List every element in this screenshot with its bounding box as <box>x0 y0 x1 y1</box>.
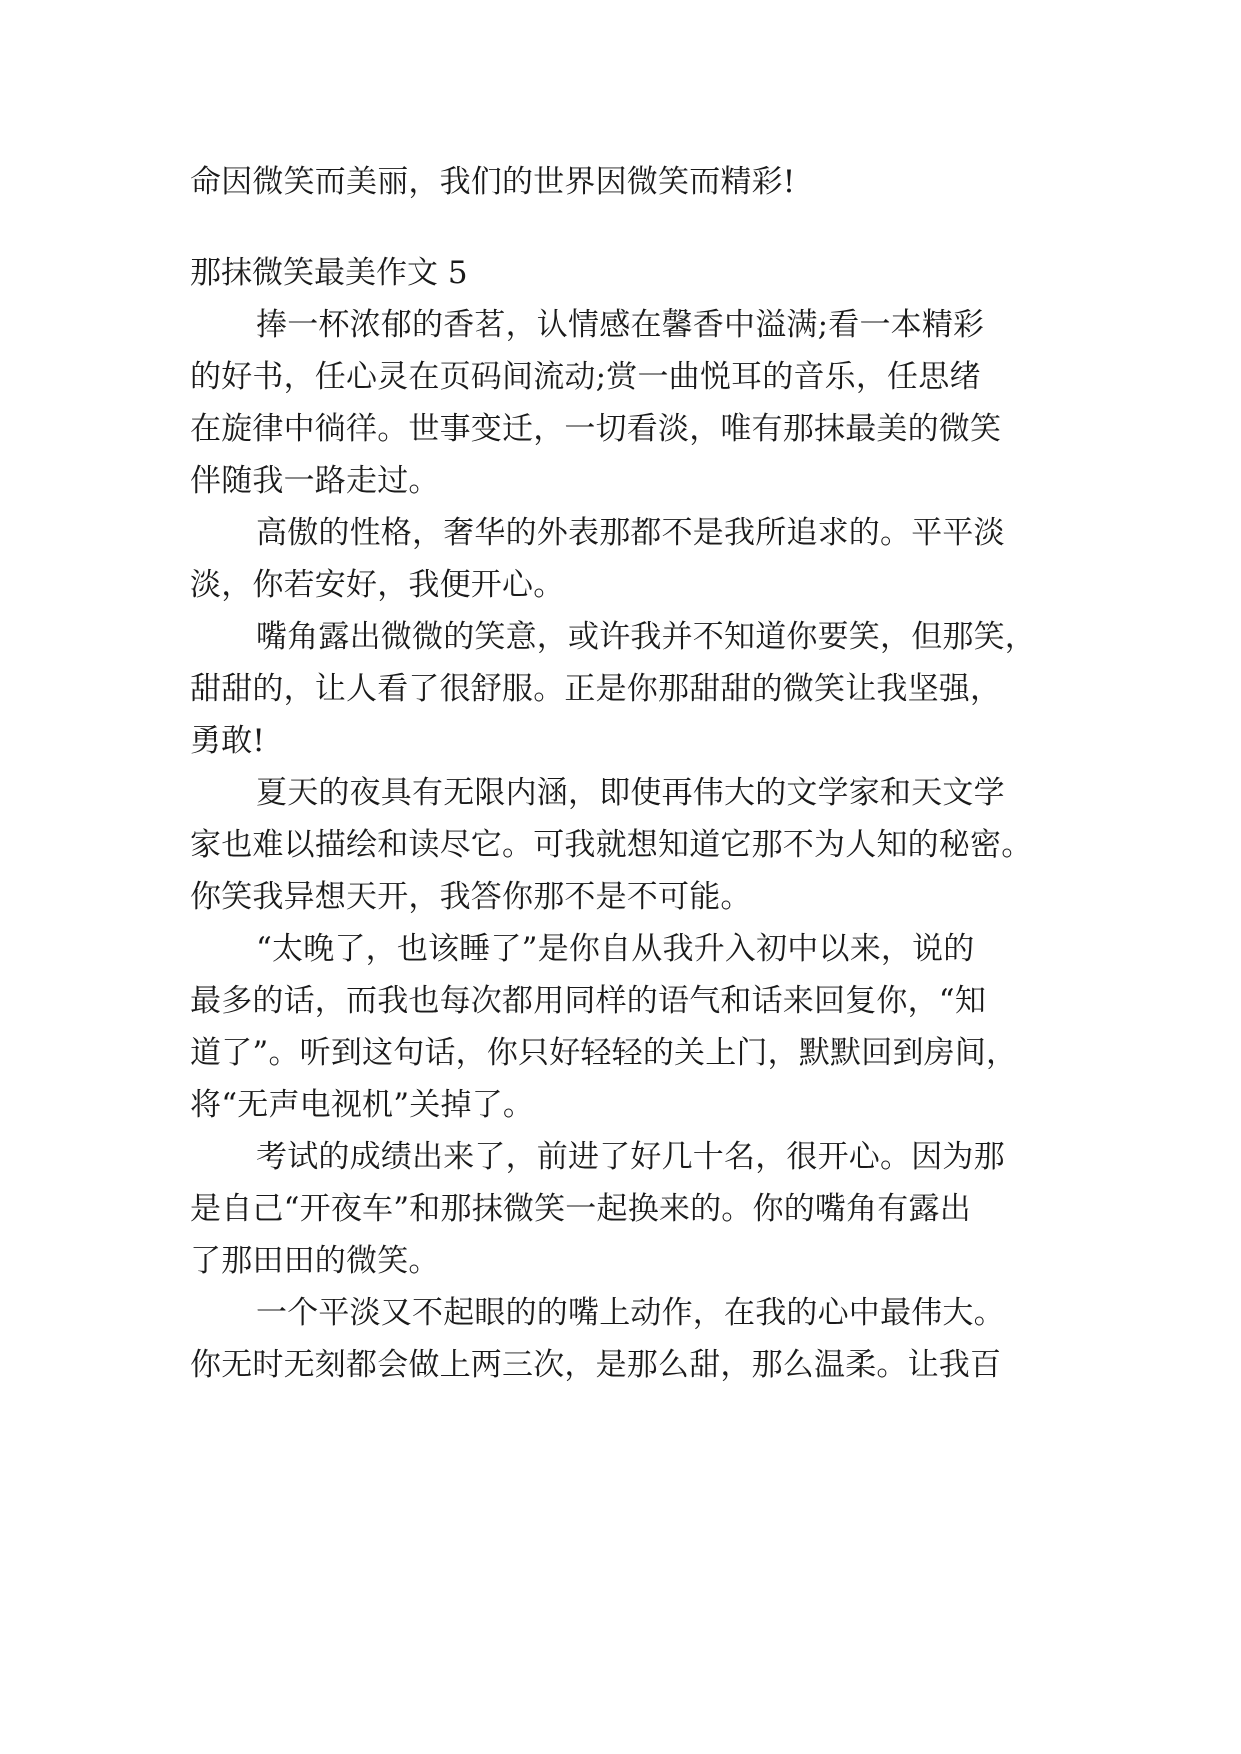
intro-line: 命因微笑而美丽，我们的世界因微笑而精彩! <box>190 164 796 200</box>
paragraph-line: 道了”。听到这句话，你只好轻轻的关上门，默默回到房间， <box>190 1035 1018 1071</box>
paragraph-line: 捧一杯浓郁的香茗，认情感在馨香中溢满;看一本精彩 <box>256 307 985 343</box>
paragraph-line: 家也难以描绘和读尽它。可我就想知道它那不为人知的秘密。 <box>190 827 1033 863</box>
paragraph-line: 一个平淡又不起眼的的嘴上动作，在我的心中最伟大。 <box>256 1295 1005 1331</box>
paragraph-line: 将“无声电视机”关掉了。 <box>190 1087 535 1123</box>
paragraph-line: “太晚了，也该睡了”是你自从我升入初中以来，说的 <box>256 931 975 967</box>
paragraph-line: 嘴角露出微微的笑意，或许我并不知道你要笑，但那笑， <box>256 619 1036 655</box>
paragraph-line: 淡，你若安好，我便开心。 <box>190 567 565 603</box>
paragraph-line: 高傲的性格，奢华的外表那都不是我所追求的。平平淡 <box>256 515 1005 551</box>
paragraph-line: 你无时无刻都会做上两三次，是那么甜，那么温柔。让我百 <box>190 1347 1002 1383</box>
paragraph-line: 是自己“开夜车”和那抹微笑一起换来的。你的嘴角有露出 <box>190 1191 971 1227</box>
paragraph-line: 的好书，任心灵在页码间流动;赏一曲悦耳的音乐，任思绪 <box>190 359 981 395</box>
paragraph-line: 勇敢! <box>190 723 266 759</box>
essay-title: 那抹微笑最美作文 5 <box>190 255 468 291</box>
paragraph-line: 考试的成绩出来了，前进了好几十名，很开心。因为那 <box>256 1139 1005 1175</box>
paragraph-line: 在旋律中徜徉。世事变迁，一切看淡，唯有那抹最美的微笑 <box>190 411 1002 447</box>
paragraph-line: 甜甜的，让人看了很舒服。正是你那甜甜的微笑让我坚强， <box>190 671 1002 707</box>
paragraph-line: 最多的话，而我也每次都用同样的语气和话来回复你，“知 <box>190 983 987 1019</box>
paragraph-line: 伴随我一路走过。 <box>190 463 440 499</box>
paragraph-line: 你笑我异想天开，我答你那不是不可能。 <box>190 879 752 915</box>
paragraph-line: 了那田田的微笑。 <box>190 1243 440 1279</box>
paragraph-line: 夏天的夜具有无限内涵，即使再伟大的文学家和天文学 <box>256 775 1005 811</box>
